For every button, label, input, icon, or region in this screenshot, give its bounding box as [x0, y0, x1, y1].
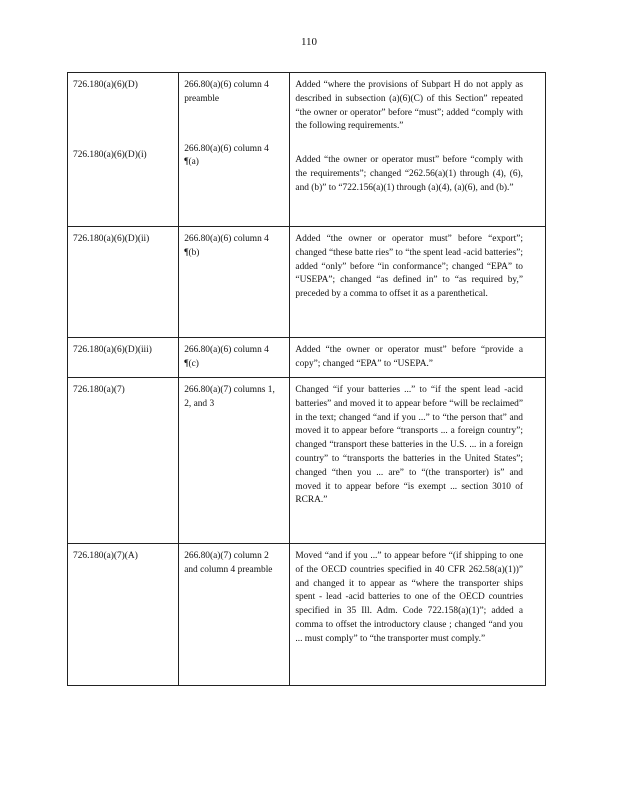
section-cell	[68, 227, 179, 338]
section-citation: 726.180(a)(7)	[73, 385, 125, 395]
section-cell	[68, 544, 179, 686]
action-cell	[290, 338, 546, 378]
source-citation: 266.80(a)(6) column 4 ¶(b)	[184, 234, 269, 258]
section-cell	[68, 73, 179, 227]
action-cell	[290, 73, 546, 227]
action-cell	[290, 378, 546, 544]
section-citation: 726.180(a)(6)(D)(i)	[73, 149, 147, 160]
source-citation: 266.80(a)(6) column 4 ¶(c)	[184, 345, 269, 369]
action-description: Added “the owner or operator must” before “provide a copy”; changed “EPA” to “USEPA.”	[295, 345, 523, 369]
action-description: Moved “and if you ...” to appear before “(if shipping to one of the OECD countries specified in 40 CFR 262.58(a)(1))” and changed it to appear as “where the transporter ships spent - lead -acid batteries to one of the OECD countries specified in 35 Ill. Adm. Code 722.158(a)(1)”; added a comma to offset the introductory clause ; changed “and you ... must comply” to “the transporter must comply.”	[295, 551, 523, 644]
section-citation: 726.180(a)(7)(A)	[73, 551, 138, 561]
source-cell	[179, 73, 290, 227]
source-citation: 266.80(a)(6) column 4 ¶(a)	[184, 143, 269, 168]
source-cell	[179, 338, 290, 378]
table-row	[68, 227, 546, 338]
table-row	[68, 544, 546, 686]
source-cell	[179, 544, 290, 686]
source-citation: 266.80(a)(6) column 4 preamble	[184, 80, 269, 104]
section-citation: 726.180(a)(6)(D)	[73, 80, 138, 90]
action-cell	[290, 544, 546, 686]
action-description: Changed “if your batteries ...” to “if the spent lead -acid batteries” and moved it to appear before “will be reclaimed” in the text; changed “and if you ...” to “the person that” and moved it to appear before “transports ... a foreign country”; changed “transport these batteries in the U.S. ... in a foreign country” to “transports the batteries in the United States”; changed “then you ... are” to “(the transporter) is” and moved it to appear before “is exempt ... section 3010 of RCRA.”	[295, 385, 523, 506]
source-cell	[179, 378, 290, 544]
action-description: Added “the owner or operator must” before “comply with the requirements”; changed “262.56(a)(1) through (4), (6), and (b)” to “722.156(a)(1) through (a)(4), (a)(6), and (b).”	[295, 155, 523, 193]
section-cell	[68, 338, 179, 378]
table-row	[68, 338, 546, 378]
table-row	[68, 73, 546, 227]
section-citation: 726.180(a)(6)(D)(iii)	[73, 345, 152, 355]
section-cell	[68, 378, 179, 544]
page-number: 110	[300, 36, 318, 48]
amendments-table	[67, 72, 546, 686]
action-description: Added “the owner or operator must” before “export”; changed “these batte ries” to “the spent lead -acid batteries”; added “only” before “in conformance”; changed “EPA” to “USEPA”; changed “as defined in” to “as required by,” preceded by a comma to offset it as a parenthetical.	[295, 234, 523, 300]
section-citation: 726.180(a)(6)(D)(ii)	[73, 234, 150, 244]
source-citation: 266.80(a)(7) column 2 and column 4 preamble	[184, 551, 273, 575]
action-cell	[290, 227, 546, 338]
source-cell	[179, 227, 290, 338]
table-row	[68, 378, 546, 544]
source-citation: 266.80(a)(7) columns 1, 2, and 3	[184, 385, 275, 409]
action-description: Added “where the provisions of Subpart H do not apply as described in subsection (a)(6)(C) of this Section” repeated “the owner or operator” before “must”; added “comply with the following requirements.”	[295, 80, 523, 132]
